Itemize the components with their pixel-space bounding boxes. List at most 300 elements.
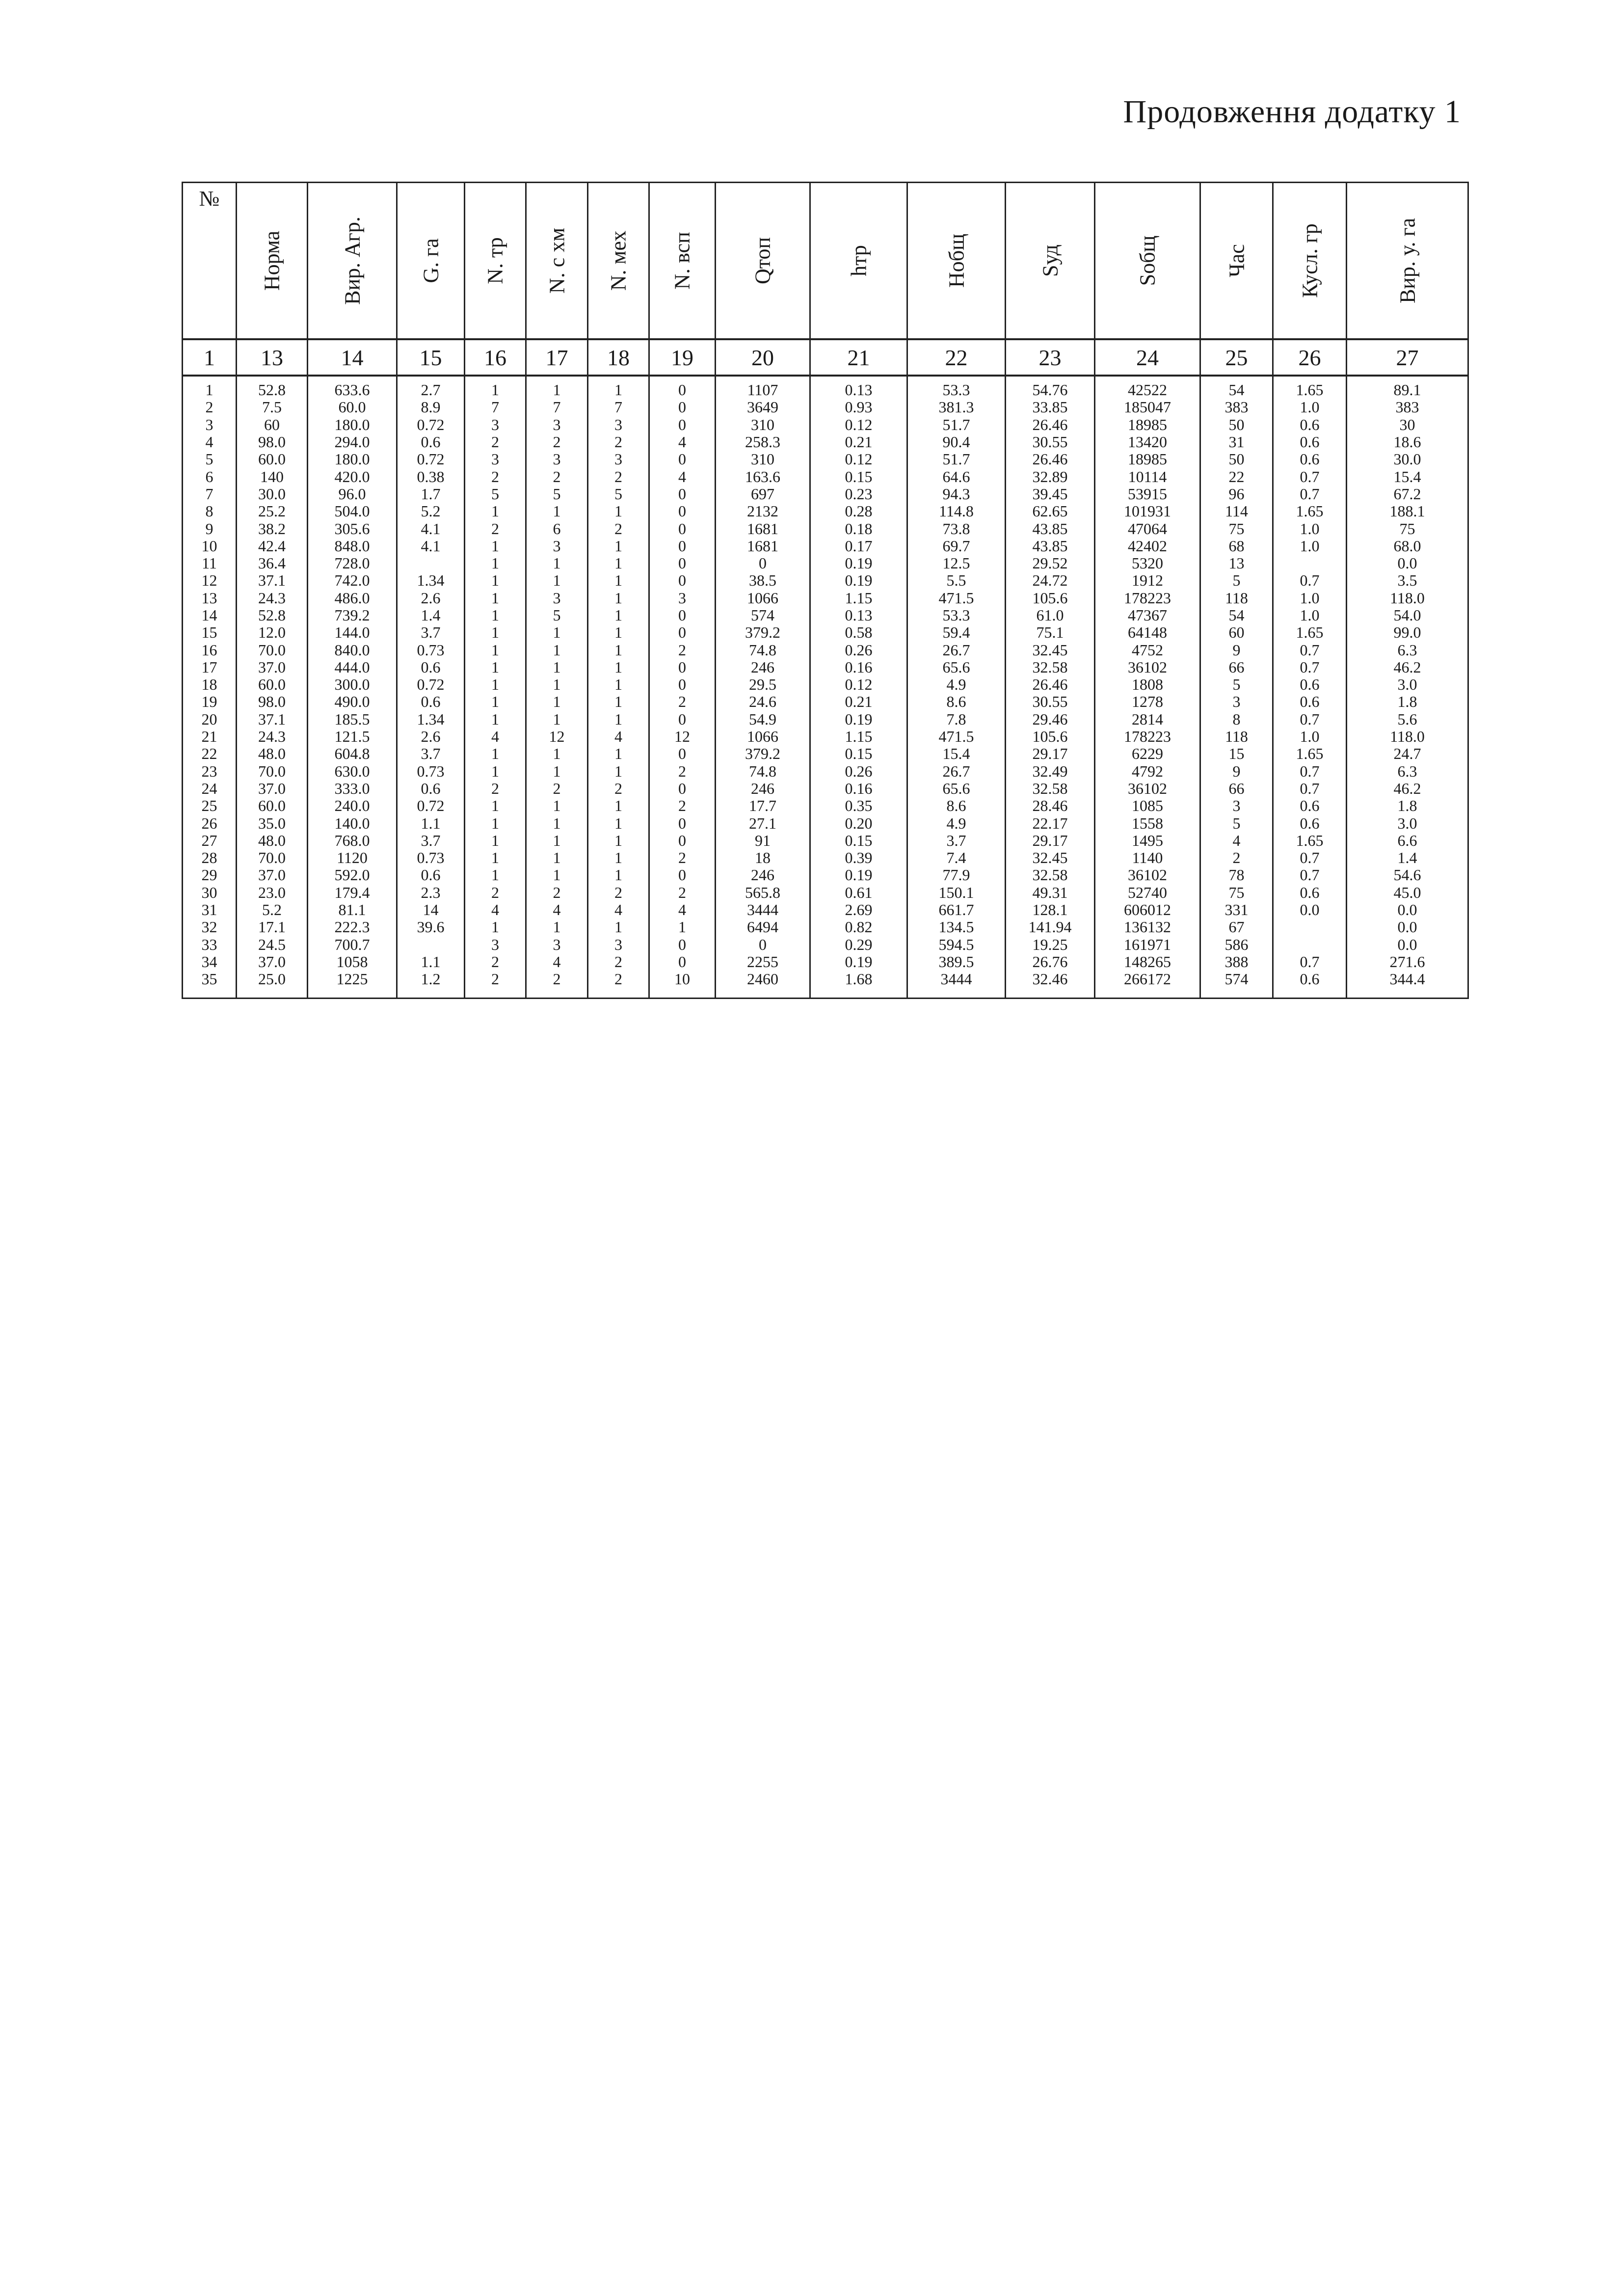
table-cell: 246	[716, 866, 810, 884]
table-cell: 6494	[716, 918, 810, 936]
table-cell: 14	[183, 607, 237, 624]
table-cell: 1.7	[397, 486, 465, 503]
table-cell: 42522	[1095, 376, 1200, 399]
table-cell: 54.0	[1347, 607, 1468, 624]
table-cell: 0.0	[1347, 555, 1468, 572]
table-cell: 26.76	[1006, 953, 1095, 971]
table-cell: 3.7	[397, 624, 465, 641]
table-cell: 19	[183, 693, 237, 710]
table-cell: 0.93	[810, 399, 907, 416]
table-cell: 4	[649, 468, 716, 485]
table-cell: 48.0	[237, 745, 308, 762]
table-cell: 1	[588, 572, 649, 589]
table-cell: 30.0	[1347, 451, 1468, 468]
table-cell: 1	[465, 849, 526, 866]
table-cell: 15.4	[907, 745, 1006, 762]
table-cell: 1.0	[1273, 538, 1347, 555]
table-cell: 504.0	[308, 503, 397, 520]
table-cell: 2	[465, 520, 526, 537]
column-header-label: Sобщ	[1135, 235, 1160, 286]
table-cell: 4	[649, 433, 716, 451]
table-cell: 271.6	[1347, 953, 1468, 971]
table-cell: 630.0	[308, 763, 397, 780]
table-cell: 7.5	[237, 399, 308, 416]
table-cell: 27	[183, 832, 237, 849]
column-header	[649, 183, 716, 340]
table-cell: 118	[1200, 728, 1273, 745]
table-cell: 1	[588, 555, 649, 572]
table-body	[183, 376, 1468, 999]
table-cell: 840.0	[308, 641, 397, 658]
table-cell: 54	[1200, 607, 1273, 624]
table-cell	[1273, 555, 1347, 572]
table-cell: 180.0	[308, 451, 397, 468]
table-cell: 70.0	[237, 849, 308, 866]
table-cell: 0.19	[810, 953, 907, 971]
column-header-label: N. тр	[483, 237, 507, 284]
table-cell: 1	[588, 376, 649, 399]
table-cell: 379.2	[716, 624, 810, 641]
table-cell: 1	[526, 555, 588, 572]
column-number: 23	[1006, 339, 1095, 376]
table-cell: 0.18	[810, 520, 907, 537]
table-cell: 697	[716, 486, 810, 503]
table-cell: 1.65	[1273, 503, 1347, 520]
table-cell: 6.6	[1347, 832, 1468, 849]
table-cell: 50	[1200, 451, 1273, 468]
table-cell: 0	[649, 538, 716, 555]
table-cell: 64.6	[907, 468, 1006, 485]
table-cell: 1	[465, 572, 526, 589]
table-cell: 60.0	[308, 399, 397, 416]
table-cell: 0.0	[1273, 901, 1347, 918]
table-cell: 0.39	[810, 849, 907, 866]
table-cell: 1	[526, 503, 588, 520]
table-cell: 29.17	[1006, 832, 1095, 849]
table-cell: 5	[1200, 572, 1273, 589]
table-cell: 1	[588, 659, 649, 676]
table-cell: 1.8	[1347, 693, 1468, 710]
table-cell	[1273, 918, 1347, 936]
table-cell: 3.0	[1347, 676, 1468, 693]
table-cell: 1	[588, 693, 649, 710]
table-cell: 28.46	[1006, 797, 1095, 814]
table-cell: 0	[649, 572, 716, 589]
table-cell: 46.2	[1347, 780, 1468, 797]
column-header-label: Нобщ	[944, 233, 968, 288]
table-cell: 0.7	[1273, 641, 1347, 658]
table-cell	[397, 936, 465, 953]
table-cell: 65.6	[907, 780, 1006, 797]
table-cell: 53915	[1095, 486, 1200, 503]
table-cell: 6.3	[1347, 641, 1468, 658]
table-cell: 163.6	[716, 468, 810, 485]
table-cell: 68.0	[1347, 538, 1468, 555]
table-cell: 0.6	[1273, 693, 1347, 710]
table-cell: 1066	[716, 728, 810, 745]
table-cell: 140.0	[308, 814, 397, 832]
table-cell: 1	[526, 572, 588, 589]
table-cell: 3.7	[397, 745, 465, 762]
table-cell: 471.5	[907, 728, 1006, 745]
table-cell: 3	[183, 416, 237, 433]
table-cell: 1	[588, 676, 649, 693]
table-cell: 13420	[1095, 433, 1200, 451]
column-header-label: hтр	[847, 245, 871, 276]
table-cell: 0.72	[397, 676, 465, 693]
table-cell: 75	[1200, 520, 1273, 537]
table-cell: 29	[183, 866, 237, 884]
table-cell: 388	[1200, 953, 1273, 971]
table-row	[183, 607, 1468, 624]
table-cell: 3	[588, 416, 649, 433]
table-cell: 333.0	[308, 780, 397, 797]
table-row	[183, 711, 1468, 728]
table-cell: 96.0	[308, 486, 397, 503]
table-row	[183, 659, 1468, 676]
table-cell: 586	[1200, 936, 1273, 953]
column-header-label: Норма	[260, 230, 284, 291]
table-cell: 5	[465, 486, 526, 503]
table-cell: 4.9	[907, 814, 1006, 832]
table-cell: 118.0	[1347, 728, 1468, 745]
table-cell: 6	[526, 520, 588, 537]
table-cell: 240.0	[308, 797, 397, 814]
table-cell: 140	[237, 468, 308, 485]
table-cell: 12.0	[237, 624, 308, 641]
table-cell: 54	[1200, 376, 1273, 399]
table-cell: 8	[1200, 711, 1273, 728]
table-cell: 118	[1200, 590, 1273, 607]
table-cell: 8.6	[907, 693, 1006, 710]
table-cell: 43.85	[1006, 520, 1095, 537]
table-cell: 30	[1347, 416, 1468, 433]
table-cell: 1	[526, 376, 588, 399]
table-cell: 32.45	[1006, 641, 1095, 658]
table-cell: 3	[588, 451, 649, 468]
table-cell: 36102	[1095, 866, 1200, 884]
table-cell: 23.0	[237, 884, 308, 901]
column-header-label: Вир. у. га	[1395, 217, 1419, 304]
table-cell: 33.85	[1006, 399, 1095, 416]
column-header: №	[183, 183, 237, 340]
table-cell: 54.6	[1347, 866, 1468, 884]
table-cell: 30	[183, 884, 237, 901]
table-cell: 32.49	[1006, 763, 1095, 780]
table-cell: 9	[183, 520, 237, 537]
table-cell: 121.5	[308, 728, 397, 745]
column-number: 18	[588, 339, 649, 376]
table-cell: 5320	[1095, 555, 1200, 572]
column-number: 20	[716, 339, 810, 376]
table-cell: 118.0	[1347, 590, 1468, 607]
table-cell: 96	[1200, 486, 1273, 503]
table-cell: 0.7	[1273, 763, 1347, 780]
table-cell: 179.4	[308, 884, 397, 901]
table-cell: 21	[183, 728, 237, 745]
table-cell: 2	[649, 849, 716, 866]
table-cell: 90.4	[907, 433, 1006, 451]
table-cell: 0	[649, 555, 716, 572]
table-cell: 54.9	[716, 711, 810, 728]
table-cell: 739.2	[308, 607, 397, 624]
table-cell: 4	[526, 901, 588, 918]
table-cell: 4	[465, 728, 526, 745]
column-number: 1	[183, 339, 237, 376]
table-cell: 1	[465, 555, 526, 572]
table-cell: 6.3	[1347, 763, 1468, 780]
table-cell: 1912	[1095, 572, 1200, 589]
table-cell: 2.7	[397, 376, 465, 399]
table-cell: 0.6	[1273, 971, 1347, 999]
table-row	[183, 555, 1468, 572]
table-cell: 24.6	[716, 693, 810, 710]
table-cell: 128.1	[1006, 901, 1095, 918]
table-cell: 185.5	[308, 711, 397, 728]
table-cell: 1495	[1095, 832, 1200, 849]
table-cell: 66	[1200, 780, 1273, 797]
table-cell: 246	[716, 780, 810, 797]
table-row	[183, 520, 1468, 537]
table-cell: 18985	[1095, 451, 1200, 468]
table-cell: 0.82	[810, 918, 907, 936]
table-cell: 3444	[907, 971, 1006, 999]
table-cell: 53.3	[907, 607, 1006, 624]
table-cell: 46.2	[1347, 659, 1468, 676]
table-cell: 3444	[716, 901, 810, 918]
column-header-label: Sуд	[1038, 244, 1062, 277]
table-cell: 0.21	[810, 433, 907, 451]
table-cell: 3	[1200, 797, 1273, 814]
table-cell: 91	[716, 832, 810, 849]
table-cell: 0.6	[397, 866, 465, 884]
table-cell: 19.25	[1006, 936, 1095, 953]
table-cell: 379.2	[716, 745, 810, 762]
table-row	[183, 745, 1468, 762]
table-cell: 0	[649, 376, 716, 399]
table-cell: 1	[526, 918, 588, 936]
table-cell: 0.73	[397, 763, 465, 780]
table-cell: 9	[1200, 641, 1273, 658]
table-cell: 1058	[308, 953, 397, 971]
header-numbers-row	[183, 339, 1468, 376]
table-row	[183, 376, 1468, 399]
table-cell: 2814	[1095, 711, 1200, 728]
table-cell: 0	[649, 399, 716, 416]
table-cell: 1	[465, 538, 526, 555]
table-cell: 0	[649, 832, 716, 849]
table-cell: 1	[465, 797, 526, 814]
column-header	[907, 183, 1006, 340]
table-cell: 2	[526, 971, 588, 999]
table-cell: 2	[526, 884, 588, 901]
column-number: 15	[397, 339, 465, 376]
table-row	[183, 486, 1468, 503]
table-cell: 188.1	[1347, 503, 1468, 520]
table-cell: 10	[183, 538, 237, 555]
table-cell: 0	[649, 711, 716, 728]
table-cell: 1.65	[1273, 624, 1347, 641]
table-cell: 0.6	[397, 693, 465, 710]
table-cell: 59.4	[907, 624, 1006, 641]
table-cell: 37.1	[237, 711, 308, 728]
table-cell: 3	[526, 590, 588, 607]
table-cell: 0.7	[1273, 572, 1347, 589]
table-cell: 574	[1200, 971, 1273, 999]
table-cell: 13	[1200, 555, 1273, 572]
table-cell: 15.4	[1347, 468, 1468, 485]
table-cell: 4	[588, 901, 649, 918]
table-row	[183, 693, 1468, 710]
table-cell: 0.12	[810, 451, 907, 468]
table-cell: 0.6	[1273, 433, 1347, 451]
table-cell: 3649	[716, 399, 810, 416]
table-cell: 61.0	[1006, 607, 1095, 624]
table-cell: 258.3	[716, 433, 810, 451]
table-cell: 4	[465, 901, 526, 918]
table-row	[183, 901, 1468, 918]
table-cell: 0.72	[397, 451, 465, 468]
table-cell: 45.0	[1347, 884, 1468, 901]
table-cell: 24	[183, 780, 237, 797]
table-cell: 8.6	[907, 797, 1006, 814]
table-cell: 7	[526, 399, 588, 416]
table-cell: 37.0	[237, 780, 308, 797]
table-cell: 0.7	[1273, 659, 1347, 676]
table-cell: 0.7	[1273, 866, 1347, 884]
table-cell: 15	[183, 624, 237, 641]
column-header	[1273, 183, 1347, 340]
table-cell: 1	[465, 693, 526, 710]
table-cell: 1	[526, 745, 588, 762]
table-row	[183, 832, 1468, 849]
table-cell: 2	[649, 797, 716, 814]
table-cell: 4	[526, 953, 588, 971]
table-cell: 305.6	[308, 520, 397, 537]
table-cell: 3	[526, 416, 588, 433]
table-row	[183, 797, 1468, 814]
table-cell: 5	[588, 486, 649, 503]
table-cell: 1681	[716, 520, 810, 537]
table-cell: 2.69	[810, 901, 907, 918]
table-row	[183, 641, 1468, 658]
table-cell: 75	[1200, 884, 1273, 901]
table-cell: 98.0	[237, 693, 308, 710]
table-cell: 0.6	[1273, 676, 1347, 693]
table-cell: 0.19	[810, 711, 907, 728]
table-cell: 700.7	[308, 936, 397, 953]
column-header	[1347, 183, 1468, 340]
table-cell: 0	[649, 624, 716, 641]
column-header-label: Кусл. гр	[1298, 223, 1322, 298]
table-cell: 37.1	[237, 572, 308, 589]
table-cell: 3	[526, 538, 588, 555]
table-cell: 0.35	[810, 797, 907, 814]
table-cell: 0	[716, 936, 810, 953]
table-cell: 2	[649, 641, 716, 658]
table-cell: 22	[1200, 468, 1273, 485]
table-cell: 1.15	[810, 590, 907, 607]
table-cell: 1.0	[1273, 607, 1347, 624]
table-cell: 68	[1200, 538, 1273, 555]
column-number: 19	[649, 339, 716, 376]
column-header	[810, 183, 907, 340]
table-row	[183, 468, 1468, 485]
table-cell: 2	[183, 399, 237, 416]
table-cell: 18	[183, 676, 237, 693]
column-number: 13	[237, 339, 308, 376]
table-cell: 633.6	[308, 376, 397, 399]
table-row	[183, 572, 1468, 589]
table-cell: 75	[1347, 520, 1468, 537]
table-cell: 574	[716, 607, 810, 624]
table-cell: 178223	[1095, 590, 1200, 607]
table-cell: 74.8	[716, 641, 810, 658]
table-cell: 3.7	[907, 832, 1006, 849]
column-number: 21	[810, 339, 907, 376]
table-cell: 0	[649, 936, 716, 953]
table-cell: 310	[716, 416, 810, 433]
table-cell: 2255	[716, 953, 810, 971]
table-cell: 0	[649, 451, 716, 468]
table-cell: 1	[588, 503, 649, 520]
table-cell: 47367	[1095, 607, 1200, 624]
table-cell: 78	[1200, 866, 1273, 884]
table-cell: 4	[649, 901, 716, 918]
table-cell: 4752	[1095, 641, 1200, 658]
table-cell: 27.1	[716, 814, 810, 832]
table-cell: 1	[465, 866, 526, 884]
table-cell: 52740	[1095, 884, 1200, 901]
table-cell: 60.0	[237, 676, 308, 693]
table-cell: 5.2	[237, 901, 308, 918]
table-cell: 0.0	[1347, 918, 1468, 936]
table-cell: 1.2	[397, 971, 465, 999]
column-number: 26	[1273, 339, 1347, 376]
table-cell	[1273, 936, 1347, 953]
table-cell: 18	[716, 849, 810, 866]
table-cell: 1.65	[1273, 832, 1347, 849]
table-cell: 134.5	[907, 918, 1006, 936]
page-heading: Продовження додатку 1	[1123, 94, 1461, 130]
table-cell: 1	[465, 676, 526, 693]
table-cell: 2	[465, 884, 526, 901]
table-cell: 0.13	[810, 607, 907, 624]
table-cell: 105.6	[1006, 728, 1095, 745]
table-cell: 5	[1200, 676, 1273, 693]
table-cell: 50	[1200, 416, 1273, 433]
table-cell: 300.0	[308, 676, 397, 693]
table-cell: 26.46	[1006, 451, 1095, 468]
table-cell: 1.0	[1273, 520, 1347, 537]
table-cell: 67	[1200, 918, 1273, 936]
table-cell: 0.6	[1273, 884, 1347, 901]
table-cell: 0.38	[397, 468, 465, 485]
table-cell: 31	[1200, 433, 1273, 451]
table-cell: 294.0	[308, 433, 397, 451]
table-cell: 222.3	[308, 918, 397, 936]
table-cell: 1	[465, 590, 526, 607]
table-cell: 0.21	[810, 693, 907, 710]
table-cell: 29.46	[1006, 711, 1095, 728]
column-header	[1095, 183, 1200, 340]
table-cell: 1.4	[1347, 849, 1468, 866]
table-cell: 0	[649, 745, 716, 762]
table-cell: 2	[1200, 849, 1273, 866]
table-cell: 60.0	[237, 451, 308, 468]
table-cell: 1.0	[1273, 399, 1347, 416]
table-row	[183, 884, 1468, 901]
